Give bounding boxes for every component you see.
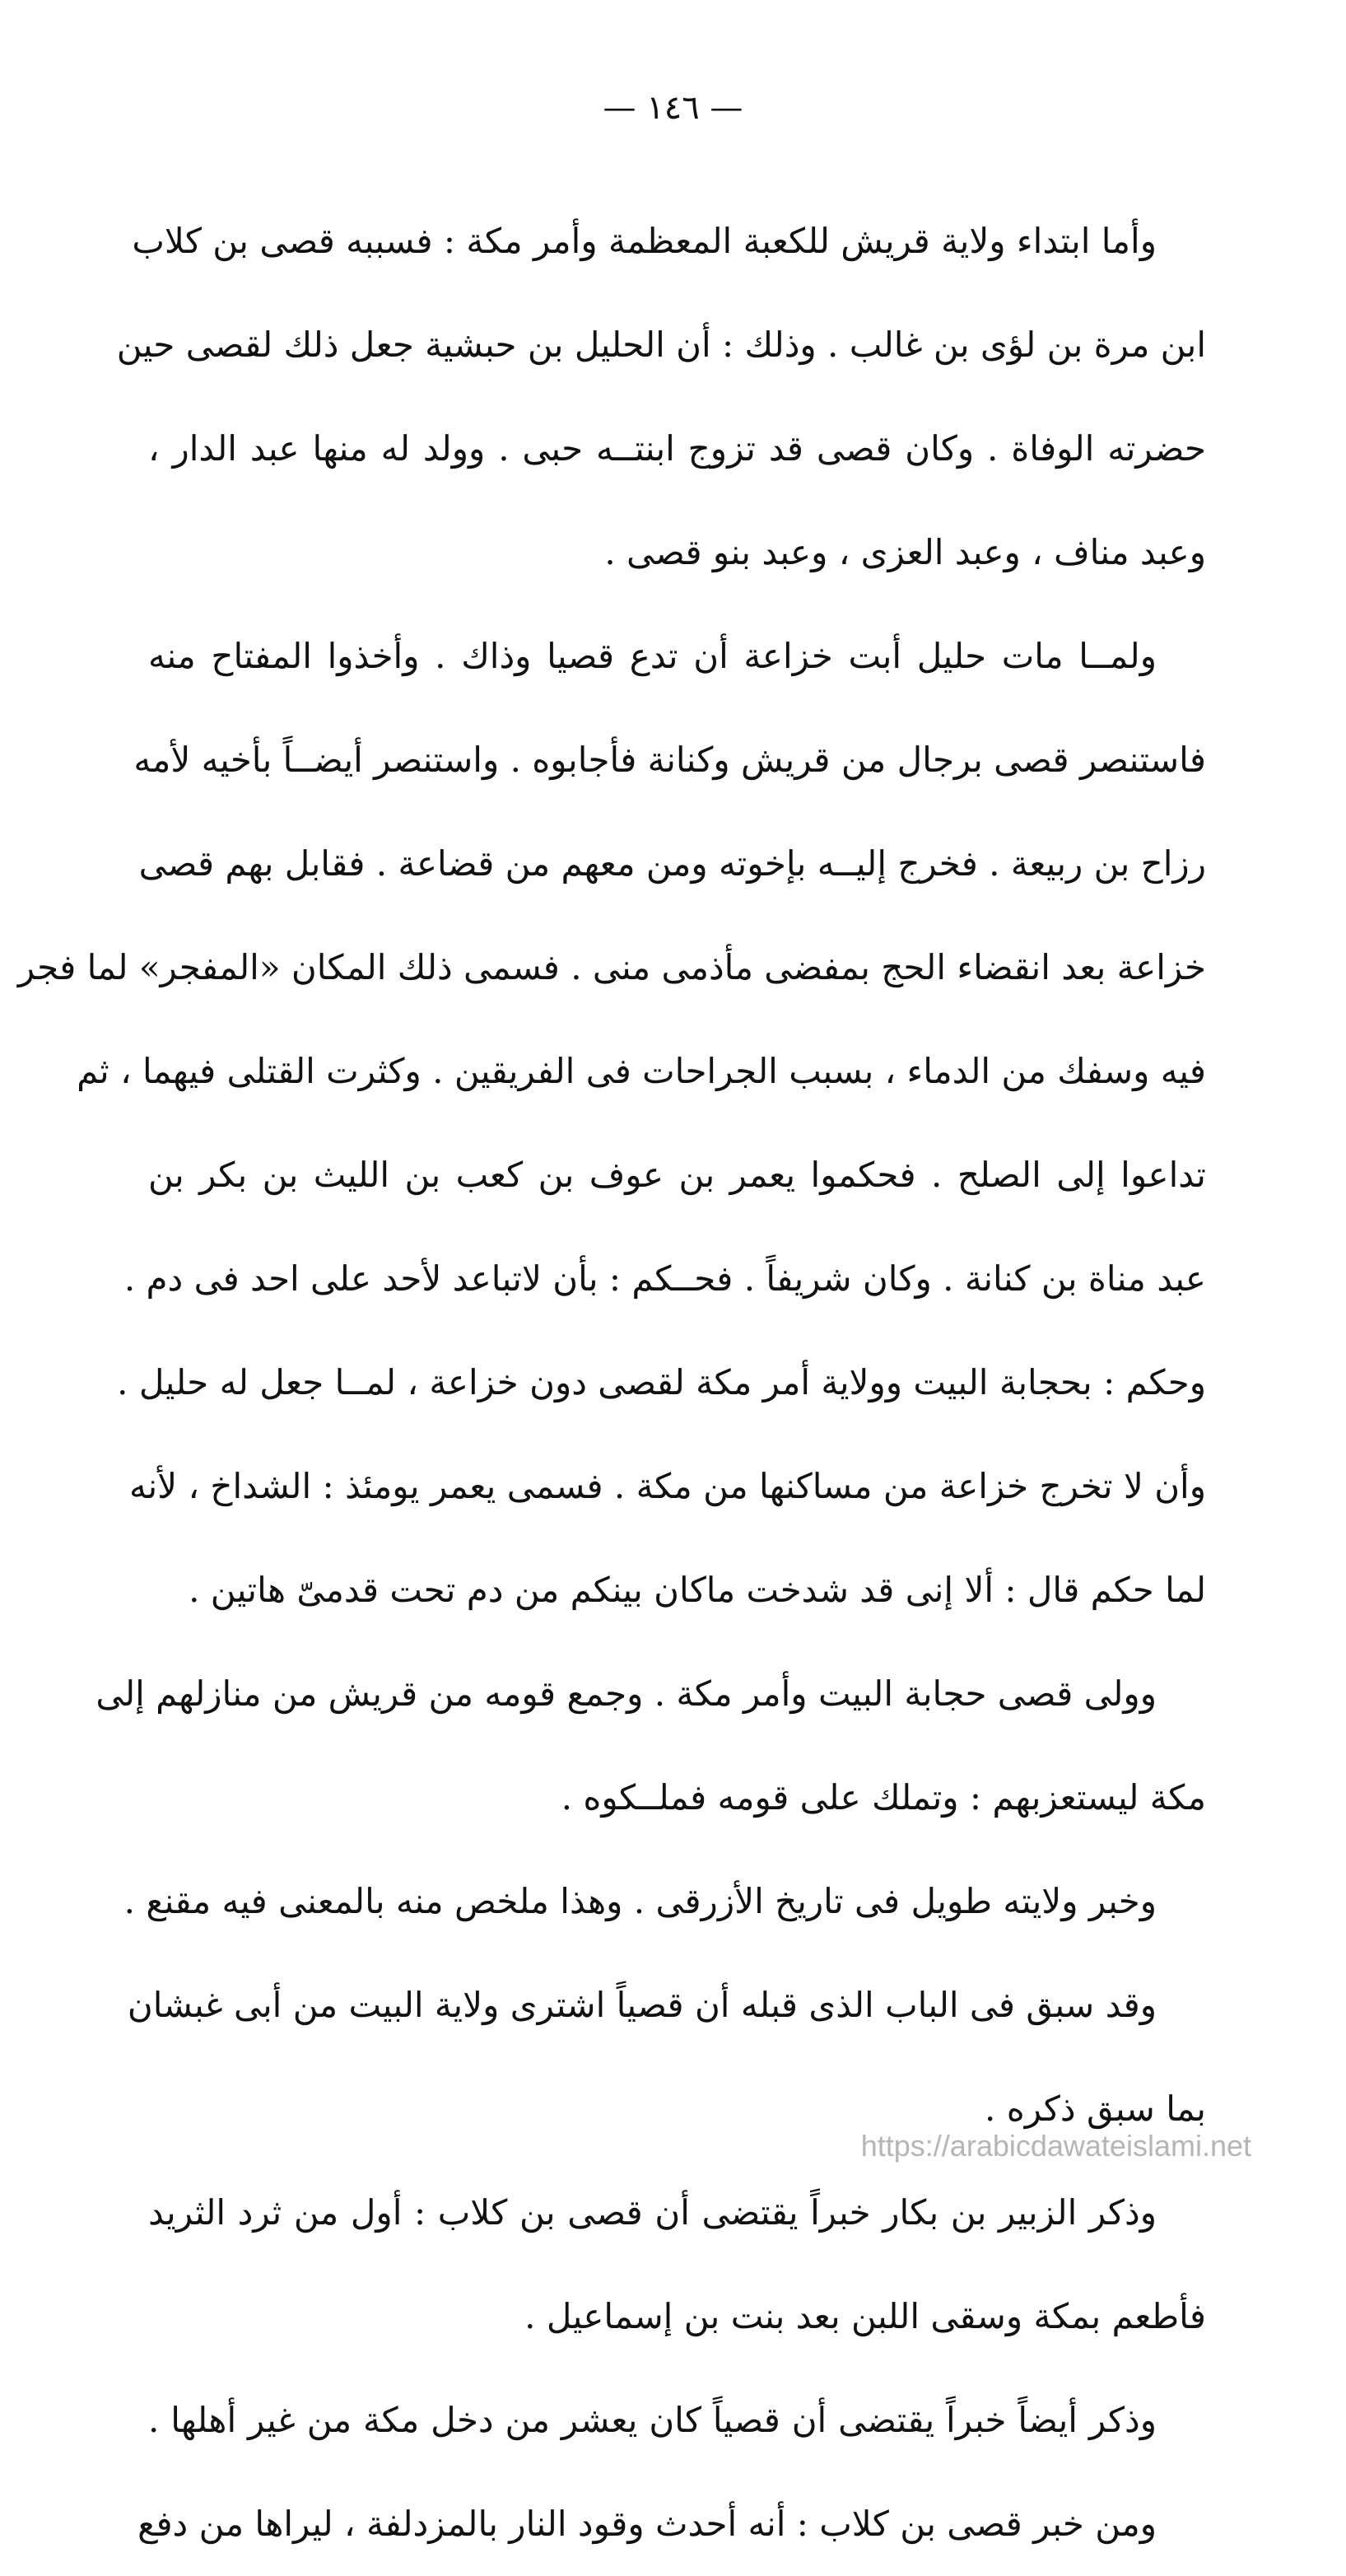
text-line: عبد مناة بن كنانة . وكان شريفاً . فحــكم : بأن لاتباعد لأحد على احد فى دم . xyxy=(123,1258,1206,1299)
text-line: وأما ابتداء ولاية قريش للكعبة المعظمة وأمر مكة : فسببه قصى بن كلاب xyxy=(132,221,1157,261)
text-line: بما سبق ذكره . xyxy=(985,2088,1206,2129)
text-line: لما حكم قال : ألا إنى قد شدخت ماكان بينكم من دم تحت قدمىّ هاتين . xyxy=(189,1570,1206,1610)
text-line: حضرته الوفاة . وكان قصى قد تزوج ابنتــه حبى . وولد له منها عبد الدار ، xyxy=(148,428,1206,469)
body-text xyxy=(17,189,1206,2576)
text-line: ومن خبر قصى بن كلاب : أنه أحدث وقود النار بالمزدلفة ، ليراها من دفع xyxy=(137,2504,1157,2544)
text-line: وذكر أيضاً خبراً يقتضى أن قصياً كان يعشر من دخل مكة من غير أهلها . xyxy=(148,2400,1157,2440)
text-line: وذكر الزبير بن بكار خبراً يقتضى أن قصى بن كلاب : أول من ثرد الثريد xyxy=(148,2192,1157,2233)
text-line: وعبد مناف ، وعبد العزى ، وعبد بنو قصى . xyxy=(604,532,1206,572)
text-line: مكة ليستعزبهم : وتملك على قومه فملــكوه . xyxy=(561,1777,1206,1818)
text-line: وحكم : بحجابة البيت وولاية أمر مكة لقصى دون خزاعة ، لمــا جعل له حليل . xyxy=(117,1362,1206,1402)
text-line: رزاح بن ربيعة . فخرج إليــه بإخوته ومن معهم من قضاعة . فقابل بهم قصى xyxy=(138,843,1206,884)
text-line: وخبر ولايته طويل فى تاريخ الأزرقى . وهذا ملخص منه بالمعنى فيه مقنع . xyxy=(123,1881,1157,1921)
text-line: فاستنصر قصى برجال من قريش وكنانة فأجابوه . واستنصر أيضــاً بأخيه لأمه xyxy=(133,740,1206,780)
text-line: خزاعة بعد انقضاء الحج بمفضى مأذمى منى . فسمى ذلك المكان «المفجر» لما فجر xyxy=(17,947,1206,987)
text-line: وولى قصى حجابة البيت وأمر مكة . وجمع قومه من قريش من منازلهم إلى xyxy=(95,1673,1157,1714)
text-line: وقد سبق فى الباب الذى قبله أن قصياً اشترى ولاية البيت من أبى غبشان xyxy=(127,1985,1157,2025)
text-line: ابن مرة بن لؤى بن غالب . وذلك : أن الحليل بن حبشية جعل ذلك لقصى حين xyxy=(116,324,1206,365)
text-line: ولمــا مات حليل أبت خزاعة أن تدع قصيا وذاك . وأخذوا المفتاح منه xyxy=(148,636,1157,676)
text-line: وأن لا تخرج خزاعة من مساكنها من مكة . فسمى يعمر يومئذ : الشداخ ، لأنه xyxy=(128,1466,1206,1506)
text-line: فيه وسفك من الدماء ، بسبب الجراحات فى الفريقين . وكثرت القتلى فيهما ، ثم xyxy=(77,1051,1206,1091)
text-line: فأطعم بمكة وسقى اللبن بعد بنت بن إسماعيل . xyxy=(524,2296,1206,2336)
watermark-url: https://arabicdawateislami.net xyxy=(860,2129,1251,2163)
text-line: تداعوا إلى الصلح . فحكموا يعمر بن عوف بن كعب بن الليث بن بكر بن xyxy=(148,1155,1206,1195)
page-number: — ١٤٦ — xyxy=(603,89,743,127)
